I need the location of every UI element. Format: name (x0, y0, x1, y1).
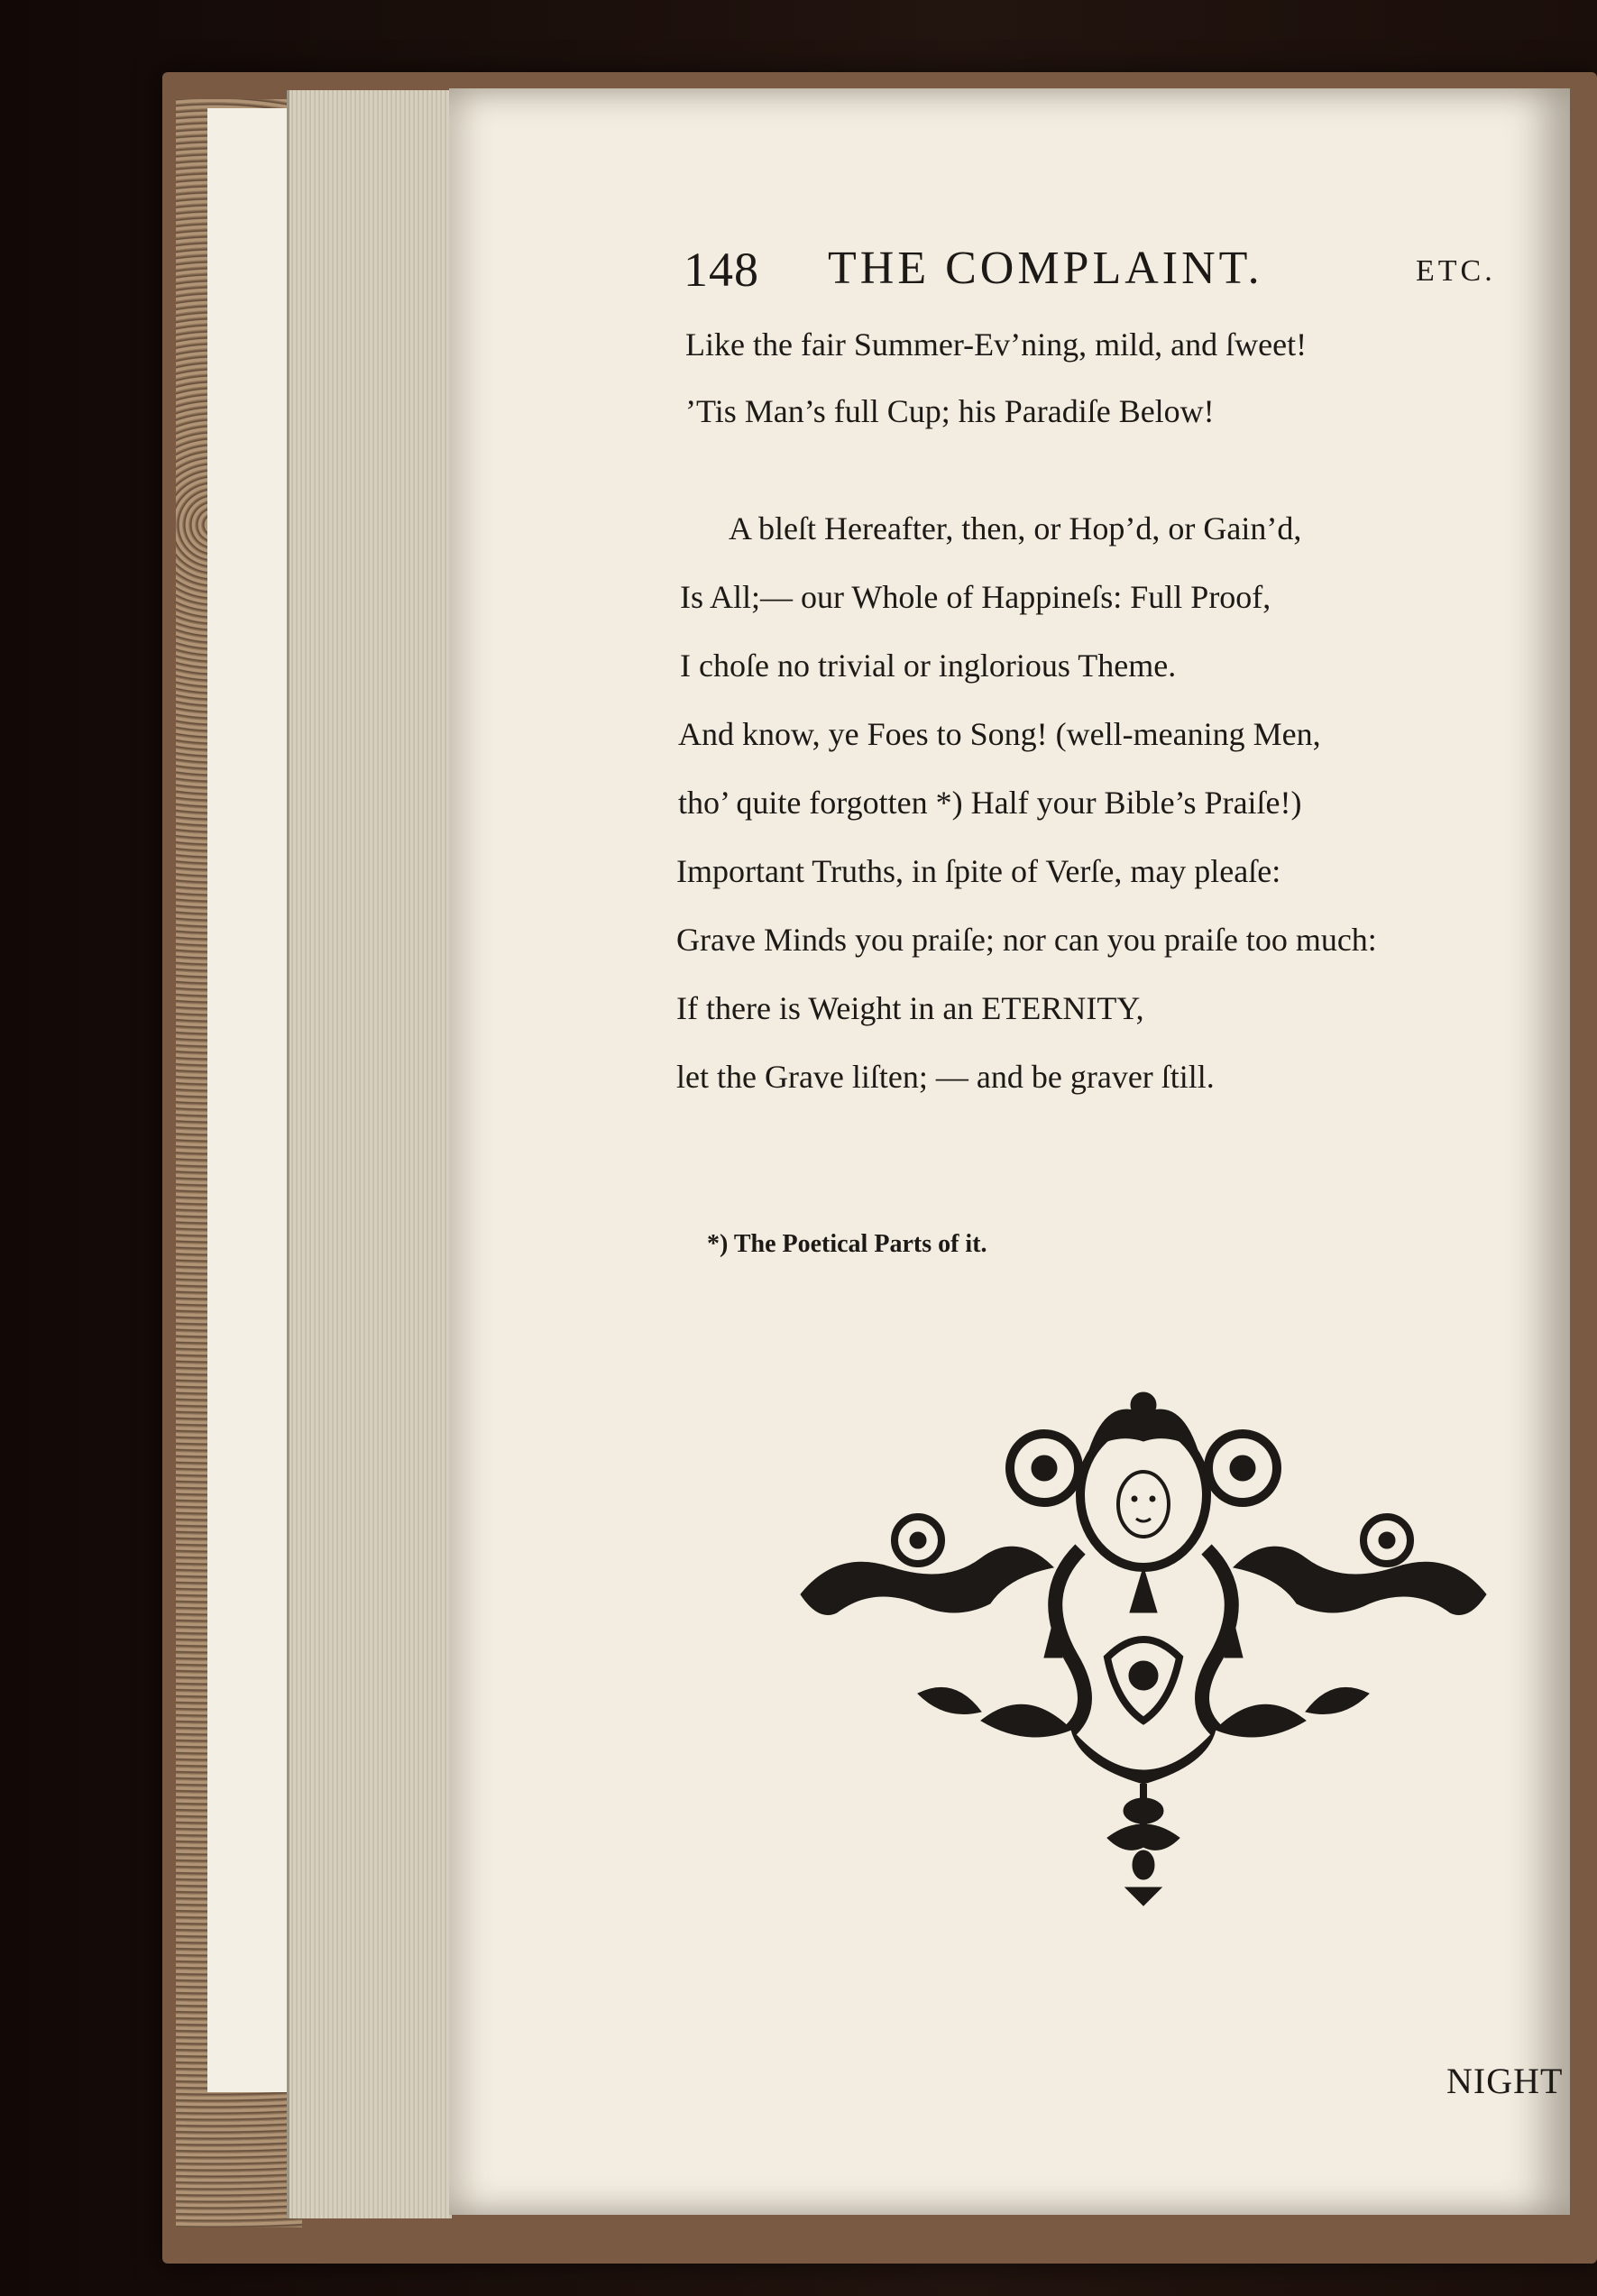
footnote: *) The Poetical Parts of it. (707, 1230, 987, 1258)
verse-line: Like the fair Summer-Ev’ning, mild, and ſweet! (685, 326, 1308, 363)
verse-line: If there is Weight in an ETERNITY, (676, 990, 1144, 1026)
floral-headpiece-ornament (783, 1387, 1504, 1910)
verse-line: A bleſt Hereafter, then, or Hop’d, or Gain’d, (729, 510, 1302, 546)
verse-line: let the Grave liſten; — and be graver ſtill. (676, 1059, 1215, 1095)
running-head (684, 242, 1495, 305)
verse-line: Grave Minds you praiſe; nor can you praiſe too much: (676, 922, 1377, 958)
page-edges (287, 90, 452, 2218)
verse-line: Important Truths, in ſpite of Verſe, may pleaſe: (676, 853, 1281, 889)
verse-line: Is All;— our Whole of Happineſs: Full Proof, (680, 579, 1271, 615)
page-number: 148 (684, 243, 759, 297)
running-head-etc: ETC. (1416, 254, 1496, 288)
catchword: NIGHT (1446, 2061, 1564, 2101)
running-head-title: THE COMPLAINT. (828, 243, 1263, 294)
verse-line: And know, ye Foes to Song! (well-meaning Men, (678, 716, 1321, 752)
flyleaf (207, 108, 299, 2092)
verse-line: tho’ quite forgotten *) Half your Bible’s Praiſe!) (678, 785, 1302, 821)
verse-line: I choſe no trivial or inglorious Theme. (680, 647, 1177, 684)
book-page (449, 88, 1570, 2215)
verse-line: ’Tis Man’s full Cup; his Paradiſe Below! (685, 393, 1215, 429)
